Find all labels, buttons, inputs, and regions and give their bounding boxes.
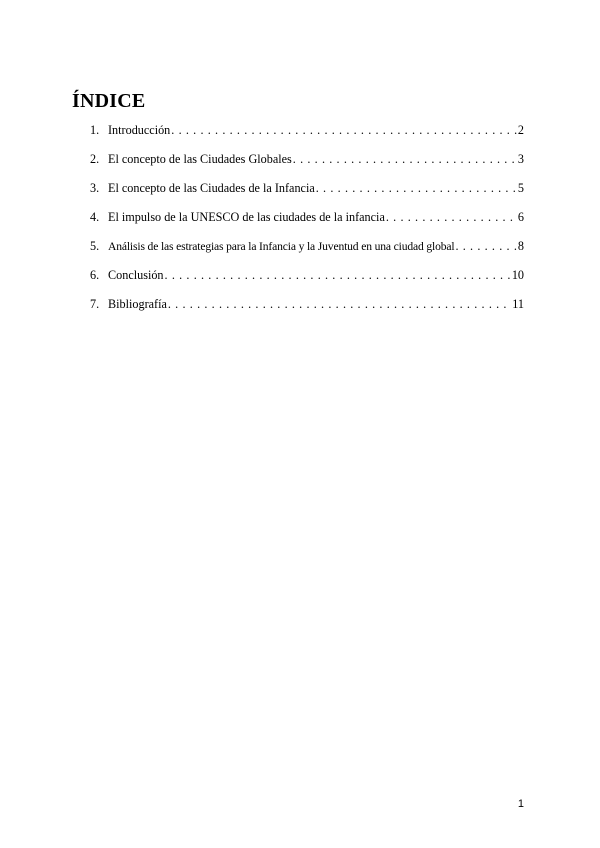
toc-entry-introduccion[interactable] — [90, 120, 524, 149]
toc-title: ÍNDICE — [72, 90, 146, 112]
toc-entry-text: Análisis de las estrategias para la Infancia y la Juventud en una ciudad global — [108, 240, 455, 253]
page-number: 1 — [517, 798, 524, 810]
toc-entry-page: 6 — [517, 210, 524, 224]
table-of-contents — [90, 120, 524, 323]
toc-entry-number: 4. — [90, 210, 100, 224]
toc-entry-number: 5. — [90, 239, 100, 253]
toc-entry-page: 8 — [517, 239, 524, 253]
toc-entry-text: Conclusión — [108, 268, 164, 282]
dot-leader — [171, 120, 517, 140]
toc-entry-unesco[interactable] — [90, 207, 524, 236]
toc-entry-text: Bibliografía — [108, 297, 167, 311]
dot-leader — [316, 178, 517, 198]
toc-entry-ciudades-globales[interactable] — [90, 149, 524, 178]
toc-entry-text: El concepto de las Ciudades Globales — [108, 152, 292, 166]
toc-entry-number: 2. — [90, 152, 100, 166]
dot-leader — [293, 149, 517, 169]
toc-entry-number: 6. — [90, 268, 100, 282]
dot-leader — [168, 294, 511, 314]
toc-entry-ciudades-infancia[interactable] — [90, 178, 524, 207]
toc-entry-page: 2 — [517, 123, 524, 137]
toc-entry-page: 3 — [517, 152, 524, 166]
toc-entry-number: 1. — [90, 123, 100, 137]
dot-leader — [165, 265, 511, 285]
toc-entry-bibliografia[interactable] — [90, 294, 524, 323]
toc-entry-text: El concepto de las Ciudades de la Infancia — [108, 181, 315, 195]
toc-entry-page: 10 — [511, 268, 524, 282]
toc-entry-text: El impulso de la UNESCO de las ciudades de la infancia — [108, 210, 385, 224]
toc-entry-analisis[interactable] — [90, 236, 524, 265]
dot-leader — [386, 207, 517, 227]
toc-entry-page: 5 — [517, 181, 524, 195]
toc-entry-conclusion[interactable] — [90, 265, 524, 294]
toc-entry-text: Introducción — [108, 123, 171, 137]
toc-entry-number: 7. — [90, 297, 100, 311]
dot-leader — [455, 236, 516, 256]
toc-entry-number: 3. — [90, 181, 100, 195]
toc-entry-page: 11 — [512, 297, 524, 311]
